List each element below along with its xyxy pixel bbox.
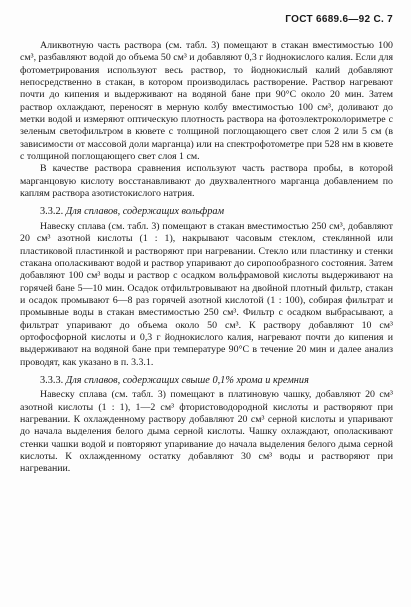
paragraph-chromium-silicon-alloys: Навеску сплава (см. табл. 3) помещают в платиновую чашку, добавляют 20 см³ азотной кислоты (1 : 1), 1—2 см³ фтористоводородной кислоты и растворяют при нагревании. К охлажденному раствору добавляют 20 см³ серной кислоты и упаривают до начала выделения белого дыма серной кислоты. Чашку охлаждают, ополаскивают стенки чашки водой и повторяют упаривание до начала выделения белого дыма серной кислоты. К охлажденному остатку добавляют 30 см³ воды и растворяют при нагревании. [20,389,393,475]
paragraph-reference-solution: В качестве раствора сравнения используют часть раствора пробы, в которой марганцовую кислоту восстанавливают до двухвалентного марганца добавлением по каплям раствора азотистокислого натрия. [20,163,393,200]
section-number: 3.3.3. [40,374,64,386]
section-heading-3-3-3 [20,375,393,387]
section-title: Для сплавов, содержащих свыше 0,1% хрома и кремния [65,374,309,386]
paragraph-tungsten-alloys: Навеску сплава (см. табл. 3) помещают в стакан вместимостью 250 см³, добавляют 20 см³ азотной кислоты (1 : 1), накрывают часовым стеклом, стеклянной или пластиковой пластинкой и растворяют при нагревании. Стекло или пластинку и стенки стакана ополаскивают водой и раствор упаривают до сиропообразного состояния. Затем добавляют 100 см³ воды и раствор с осадком вольфрамовой кислоты выдерживают на горячей бане 5—10 мин. Осадок отфильтровывают на двойной плотный фильтр, стакан и осадок промывают 6—8 раз горячей азотной кислотой (1 : 100), собирая фильтрат и промывные воды в стакан вместимостью 250 см³. Фильтр с осадком выбрасывают, а фильтрат упаривают до объема около 50 см³. К раствору добавляют 10 см³ ортофосфорной кислоты и 0,3 г йоднокислого калия, нагревают почти до кипения и выдерживают на водяной бане при температуре 90°С в течение 20 мин и далее анализ проводят, как указано в п. 3.3.1. [20,220,393,368]
section-number: 3.3.2. [40,206,64,218]
section-title: Для сплавов, содержащих вольфрам [65,206,225,218]
section-heading-3-3-2 [20,206,393,218]
paragraph-photometry-procedure: Аликвотную часть раствора (см. табл. 3) помещают в стакан вместимостью 100 см³, разбавляют водой до объема 50 см³ и добавляют 0,3 г йоднокислого калия. Если для фотометрирования используют весь раствор, то йоднокислый калий добавляют непосредственно в стакан, в котором производилась растворение. Раствор нагревают почти до кипения и выдерживают на водяной бане при 90°С около 20 мин. Затем раствор охлаждают, переносят в мерную колбу вместимостью 100 см³, доливают до метки водой и измеряют оптическую плотность раствора на фотоэлектроколориметре с зеленым светофильтром в кювете с толщиной поглощающего свет слоя 2 или 5 см (в зависимости от массовой доли марганца) или на спектрофотометре при 528 нм в кювете с толщиной поглощающего свет слоя 1 см. [20,40,393,163]
running-head: ГОСТ 6689.6—92 С. 7 [285,14,393,25]
